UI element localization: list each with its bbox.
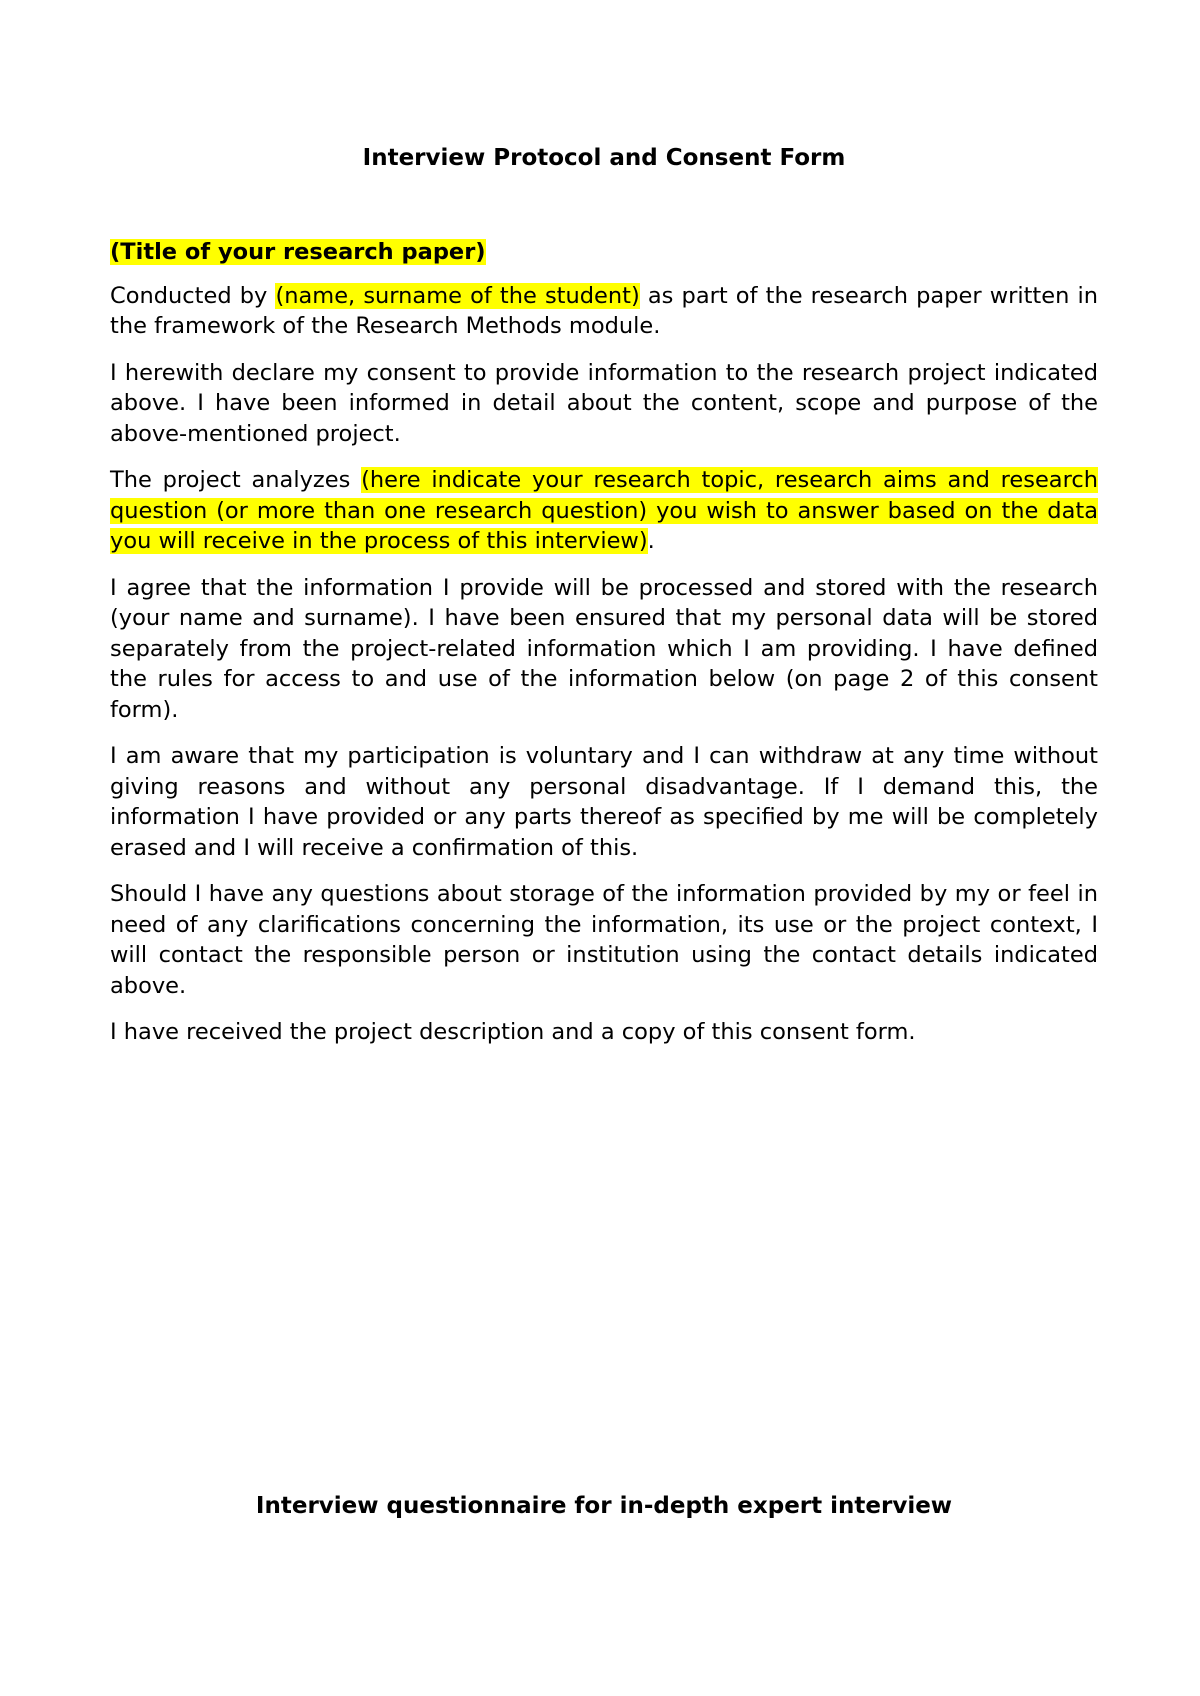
project-analyzes-paragraph xyxy=(110,465,1098,557)
conducted-by-prefix: Conducted by xyxy=(110,282,276,309)
document-body xyxy=(110,237,1098,1064)
received-copy-paragraph: I have received the project description and a copy of this consent form. xyxy=(110,1019,916,1045)
project-analyzes-suffix: . xyxy=(647,528,655,554)
research-title-paragraph xyxy=(110,237,1098,268)
questions-paragraph: Should I have any questions about storage of the information provided by my or feel in need of any clarifications concerning the information, its use or the project context, I will contact the responsible person or institution using the contact details indicated above. xyxy=(110,881,1098,999)
research-title-placeholder: (Title of your research paper) xyxy=(110,239,486,265)
data-processing-paragraph: I agree that the information I provide will be processed and stored with the research (your name and surname). I have been ensured that my personal data will be stored separately from the project-related information which I am providing. I have defined the rules for access to and use of the information below (on page 2 of this consent form). xyxy=(110,574,1098,723)
research-topic-placeholder: (here indicate your research topic, research aims and research question (or more than one research question) you wish to answer based on the data you will receive in the process of this interview) xyxy=(110,467,1098,554)
conducted-by-suffix: as part of the research paper written in the framework of the Research Methods module. xyxy=(110,282,1098,339)
document-title: Interview Protocol and Consent Form xyxy=(362,145,846,171)
project-analyzes-prefix: The project analyzes xyxy=(110,467,362,493)
questionnaire-title: Interview questionnaire for in-depth expert interview xyxy=(255,1493,953,1519)
voluntary-participation-paragraph: I am aware that my participation is voluntary and I can withdraw at any time without giving reasons and without any personal disadvantage. If I demand this, the information I have provided or any parts thereof as specified by me will be completely erased and I will receive a confirmation of this. xyxy=(110,743,1098,861)
student-name-placeholder: (name, surname of the student) xyxy=(275,282,640,309)
conducted-by-paragraph xyxy=(110,281,1098,342)
consent-paragraph: I herewith declare my consent to provide information to the research project indicated above. I have been informed in detail about the content, scope and purpose of the above-mentioned project. xyxy=(110,359,1098,447)
